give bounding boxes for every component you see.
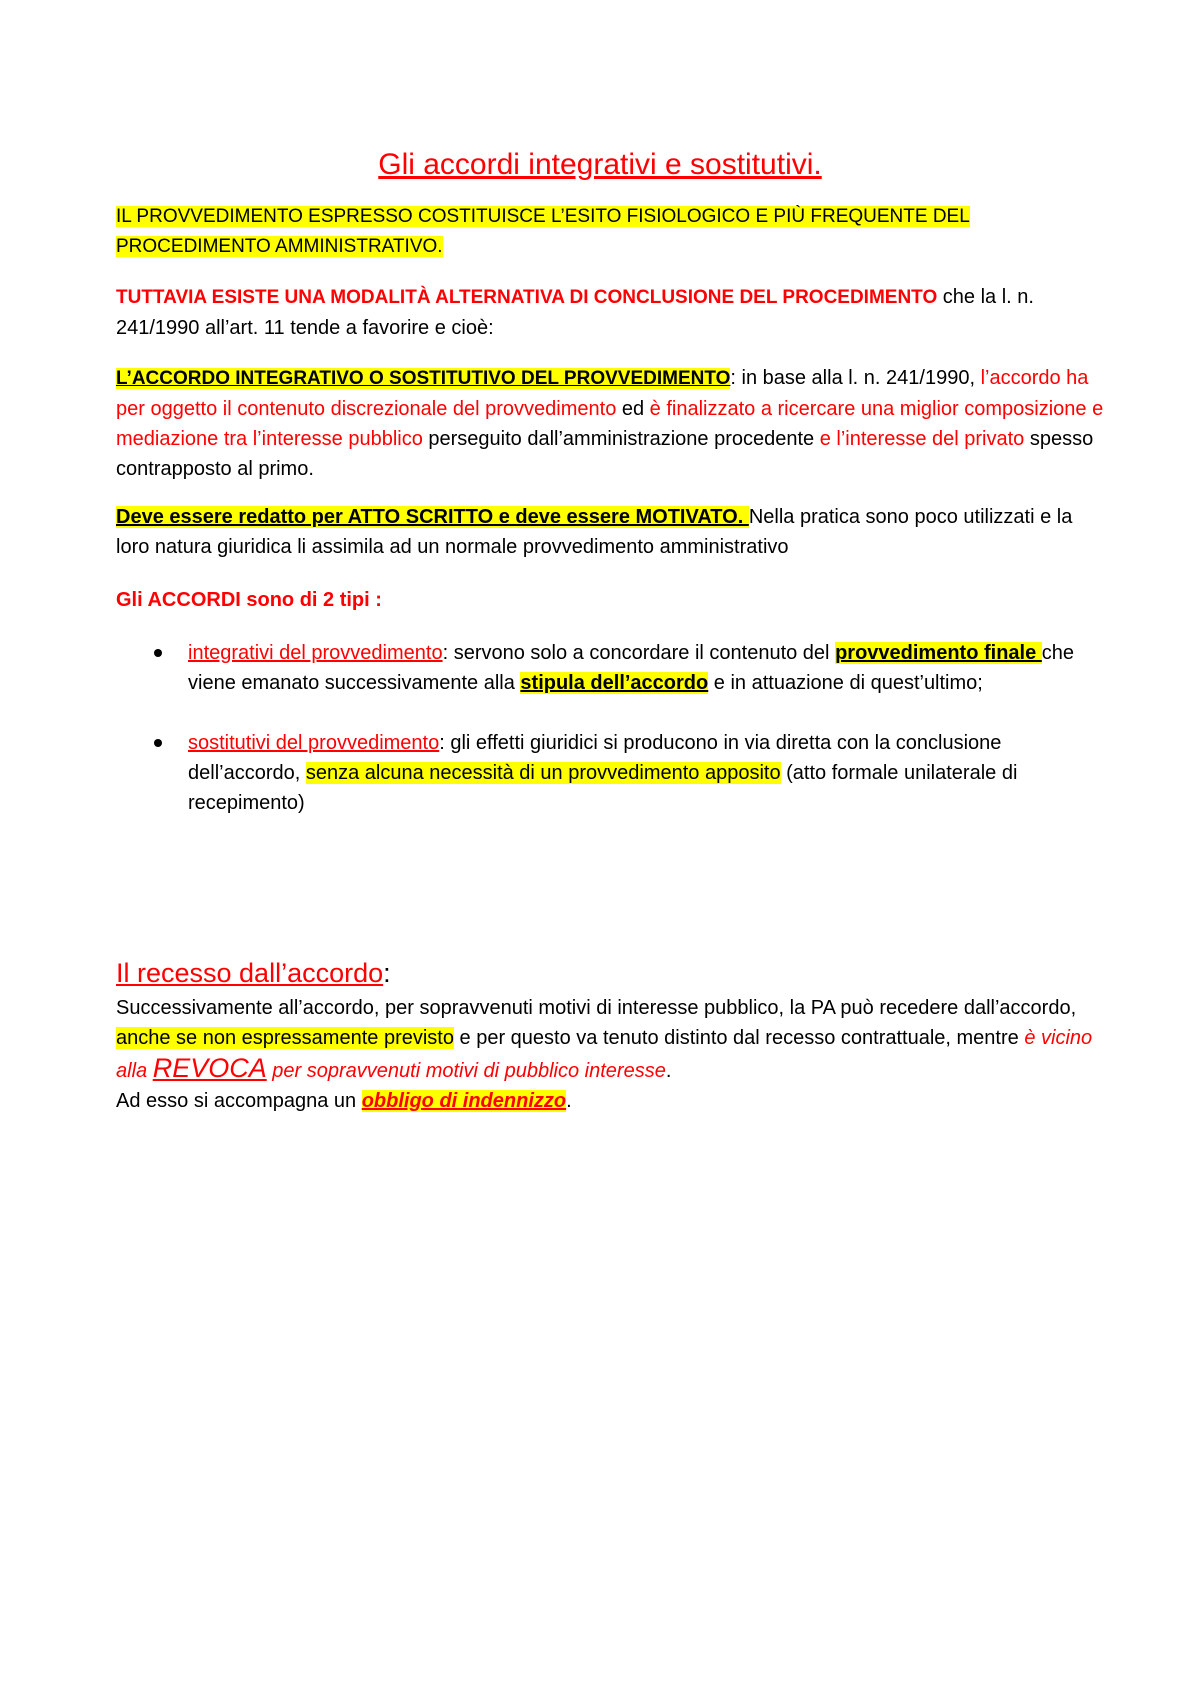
term-text: sostitutivi del provvedimento bbox=[188, 732, 440, 754]
red-italic-text: per sopravvenuti motivi di pubblico interesse bbox=[266, 1060, 666, 1082]
plain-text: Successivamente all’accordo, per sopravvenuti motivi di interesse pubblico, la PA può recedere dall’accordo, bbox=[116, 997, 1077, 1019]
list-item-sostitutivi bbox=[116, 728, 1106, 818]
red-text: e l’interesse del privato bbox=[819, 428, 1025, 450]
plain-text: che viene emanato successivamente alla bbox=[188, 642, 1075, 694]
plain-text: Nella pratica sono poco utilizzati e la loro natura giuridica li assimila ad un normale provvedimento amministrativo bbox=[116, 506, 1073, 558]
plain-text: e in attuazione di quest’ultimo; bbox=[708, 672, 983, 694]
page-title: Gli accordi integrativi e sostitutivi. bbox=[378, 148, 822, 181]
highlighted-text: senza alcuna necessità di un provvedimento apposito bbox=[305, 762, 781, 784]
term-text: integrativi del provvedimento bbox=[188, 642, 443, 664]
highlighted-text: IL PROVVEDIMENTO ESPRESSO COSTITUISCE L’ESITO FISIOLOGICO E PIÙ FREQUENTE DEL PROCEDIMENTO AMMINISTRATIVO. bbox=[116, 206, 970, 257]
paragraph-atto-scritto bbox=[116, 502, 1106, 562]
paragraph-alternativa bbox=[116, 282, 1106, 343]
plain-text: Ad esso si accompagna un bbox=[116, 1090, 362, 1112]
plain-text: perseguito dall’amministrazione procedente bbox=[422, 428, 820, 450]
red-italic-text: è vicino alla bbox=[116, 1027, 1093, 1082]
plain-text: spesso contrapposto al primo. bbox=[116, 428, 1094, 480]
highlighted-underlined-text: stipula dell’accordo bbox=[520, 672, 709, 694]
highlighted-underlined-lead: L’ACCORDO INTEGRATIVO O SOSTITUTIVO DEL PROVVEDIMENTO bbox=[116, 368, 731, 389]
plain-text: . bbox=[665, 1060, 672, 1082]
plain-text: (atto formale unilaterale di recepimento) bbox=[188, 762, 1018, 814]
bullet-icon bbox=[154, 649, 162, 657]
heading-colon: : bbox=[383, 958, 391, 988]
plain-text: ed bbox=[616, 398, 650, 420]
plain-text: che la l. n. 241/1990 all’art. 11 tende a favorire e cioè: bbox=[116, 286, 1034, 339]
heading-text: Il recesso dall’accordo bbox=[116, 958, 384, 988]
red-text: è finalizzato a ricercare una miglior composizione e mediazione tra l’interesse pubblico bbox=[116, 398, 1104, 450]
revoca-text: REVOCA bbox=[152, 1053, 267, 1083]
highlighted-underlined-text: Deve essere redatto per ATTO SCRITTO e deve essere MOTIVATO. bbox=[116, 506, 749, 528]
paragraph-provvedimento bbox=[116, 202, 1106, 262]
plain-text: . bbox=[566, 1090, 572, 1112]
plain-text: : in base alla l. n. 241/1990, bbox=[730, 367, 981, 389]
paragraph-accordo bbox=[116, 363, 1106, 484]
plain-text: : servono solo a concordare il contenuto del bbox=[442, 642, 836, 664]
highlighted-text: anche se non espressamente previsto bbox=[116, 1027, 454, 1049]
highlighted-underlined-text: provvedimento finale bbox=[835, 642, 1042, 664]
plain-text: e per questo va tenuto distinto dal recesso contrattuale, mentre bbox=[453, 1027, 1025, 1049]
paragraph-recesso bbox=[116, 993, 1106, 1116]
red-bold-text: TUTTAVIA ESISTE UNA MODALITÀ ALTERNATIVA DI CONCLUSIONE DEL PROCEDIMENTO bbox=[116, 287, 938, 308]
section-heading-recesso bbox=[116, 955, 391, 991]
types-heading: Gli ACCORDI sono di 2 tipi : bbox=[116, 589, 382, 611]
obbligo-text: obbligo di indennizzo bbox=[361, 1090, 567, 1112]
plain-text: : gli effetti giuridici si producono in via diretta con la conclusione dell’accordo, bbox=[188, 732, 1002, 784]
red-text: l’accordo ha per oggetto il contenuto discrezionale del provvedimento bbox=[116, 367, 1089, 420]
bullet-icon bbox=[154, 739, 162, 747]
types-list bbox=[116, 638, 1106, 818]
list-item-integrativi bbox=[116, 638, 1106, 698]
